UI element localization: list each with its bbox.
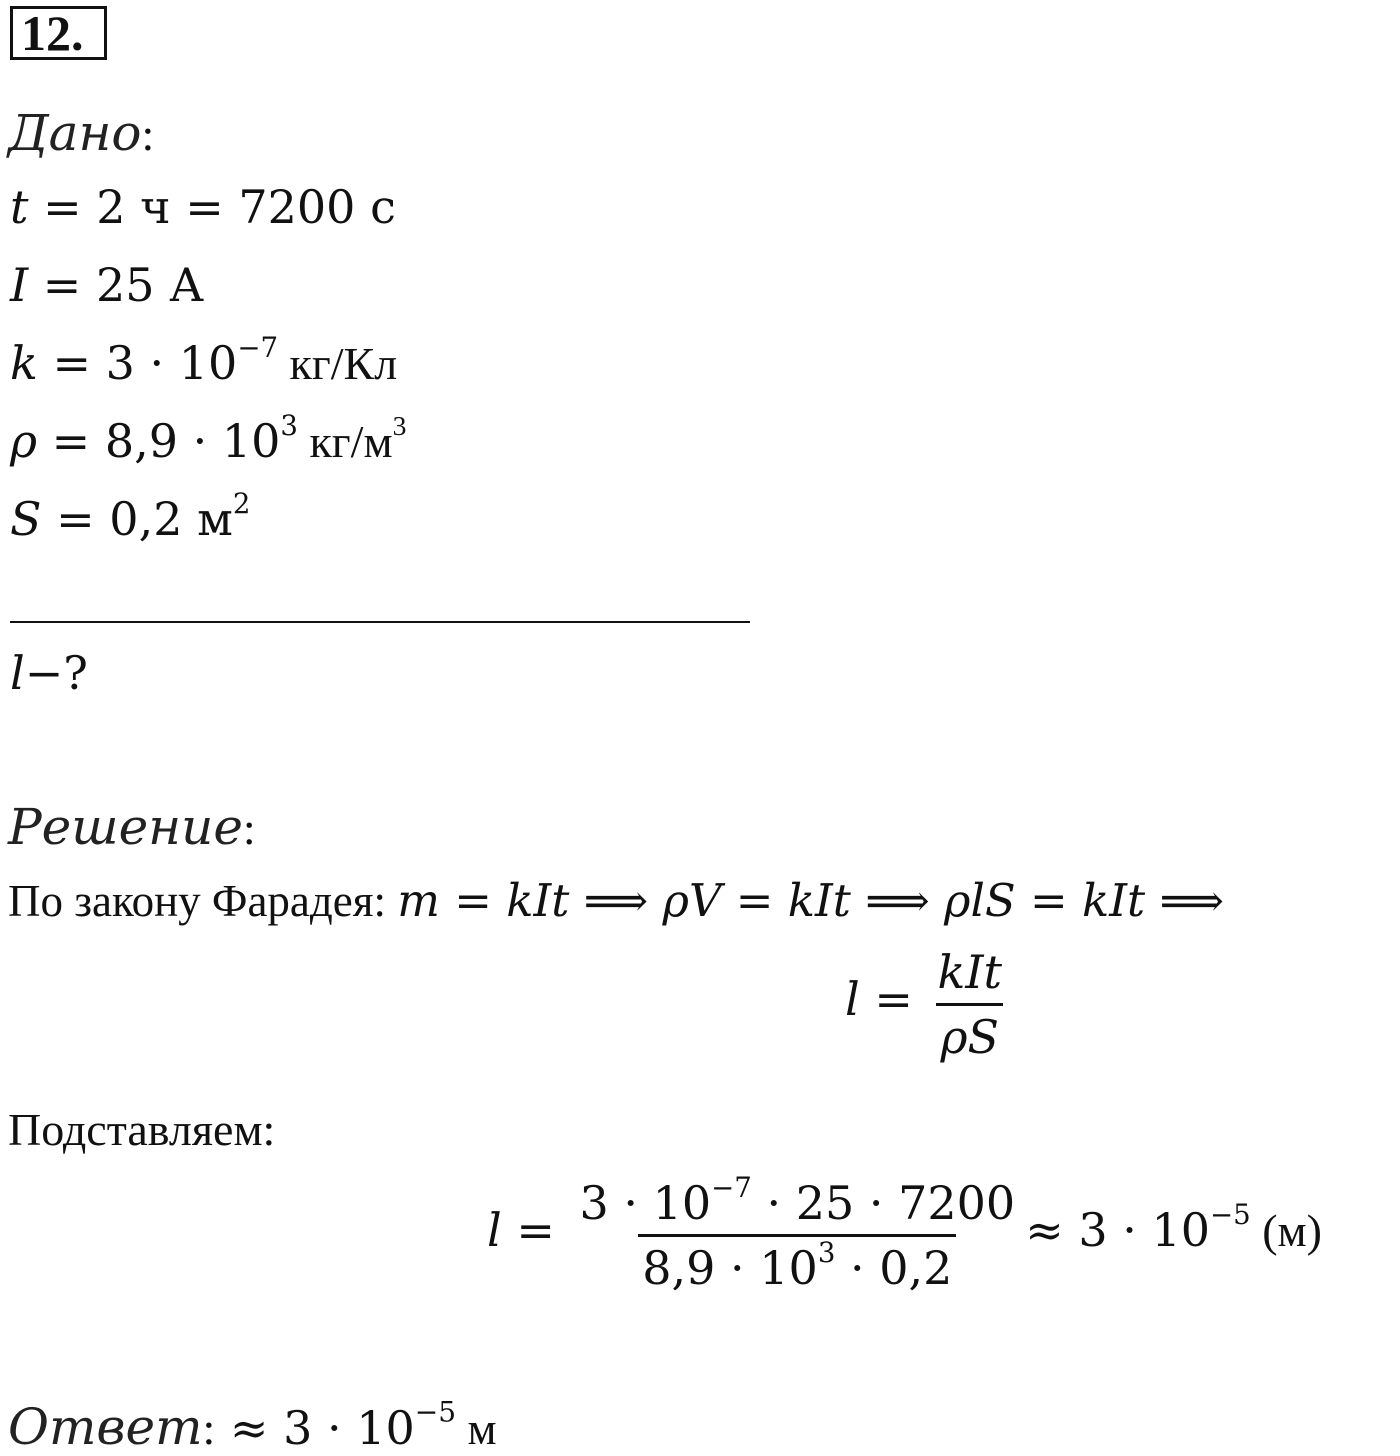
given-divider [10,621,750,623]
given-line-i [10,258,204,312]
calc-den-exp: 3 [817,1235,836,1269]
given-s-value: = 0,2 м [41,492,233,546]
given-k-unit: кг/Кл [278,338,398,389]
find-question: −? [24,646,88,700]
calc-num-b: · 25 · 7200 [751,1176,1016,1230]
given-line-s [10,486,251,546]
answer-value: ≈ 3 · 10 [215,1401,415,1455]
given-rho-value: = 8,9 · 10 [37,414,281,468]
solution-label: Решение [8,798,243,856]
answer-exp: −5 [414,1395,457,1429]
given-s-exp: 2 [232,486,251,520]
given-i-value: = 25 А [28,258,204,312]
calc-den-a: 8,9 · 10 [642,1241,818,1295]
given-line-t [10,180,396,234]
solution-colon: : [242,803,256,854]
eq-volume: ρV = kIt [662,874,851,927]
formula-l [845,945,1012,1064]
calc-result-exp: −5 [1210,1197,1251,1231]
calc-den-b: · 0,2 [835,1241,953,1295]
eq-mass: m = kIt [397,874,570,927]
faraday-text: По закону Фарадея: [8,876,398,926]
formula-lhs: l = [845,972,928,1027]
var-s: S [10,492,42,546]
calc-line [487,1170,1322,1295]
problem-number: 12. [10,6,107,60]
given-colon: : [141,109,155,160]
faraday-line [8,874,1224,927]
formula-fraction [934,945,1007,1064]
eq-length: ρlS = kIt [944,874,1146,927]
given-label: Дано [8,104,142,162]
answer-unit: м [456,1403,497,1454]
calc-numerator [576,1170,1020,1234]
given-line-k [10,330,398,390]
given-line-rho [10,408,407,468]
calc-fraction [576,1170,1020,1295]
implies-arrow-2: ⟹ [850,874,945,927]
substitute-label: Подставляем: [8,1104,276,1155]
var-t: t [10,180,29,234]
var-rho: ρ [10,414,38,468]
calc-num-a: 3 · 10 [579,1176,712,1230]
given-heading [8,104,154,162]
answer-colon: : [202,1403,216,1454]
implies-arrow-1: ⟹ [569,874,663,927]
answer-line [8,1395,497,1456]
given-rho-exp: 3 [280,408,298,442]
solution-heading [8,798,256,856]
var-l: l [10,646,25,700]
given-k-exp: −7 [237,330,279,364]
given-rho-unit-exp: 3 [392,409,407,441]
implies-arrow-3: ⟹ [1145,874,1224,927]
var-i: I [10,258,29,312]
formula-numerator: kIt [937,945,1003,999]
answer-label: Ответ [8,1398,203,1456]
calc-lhs: l = [487,1203,570,1258]
formula-denominator: ρS [936,1003,1003,1064]
var-k: k [10,336,38,390]
given-rho-unit: кг/м [297,416,393,467]
given-k-value: = 3 · 10 [37,336,238,390]
calc-result: ≈ 3 · 10 [1025,1203,1211,1258]
calc-num-exp: −7 [711,1170,752,1204]
find-line [10,646,88,700]
calc-denominator [638,1234,956,1295]
calc-unit: (м) [1250,1205,1322,1257]
given-t-value: = 2 ч = 7200 с [28,180,396,234]
